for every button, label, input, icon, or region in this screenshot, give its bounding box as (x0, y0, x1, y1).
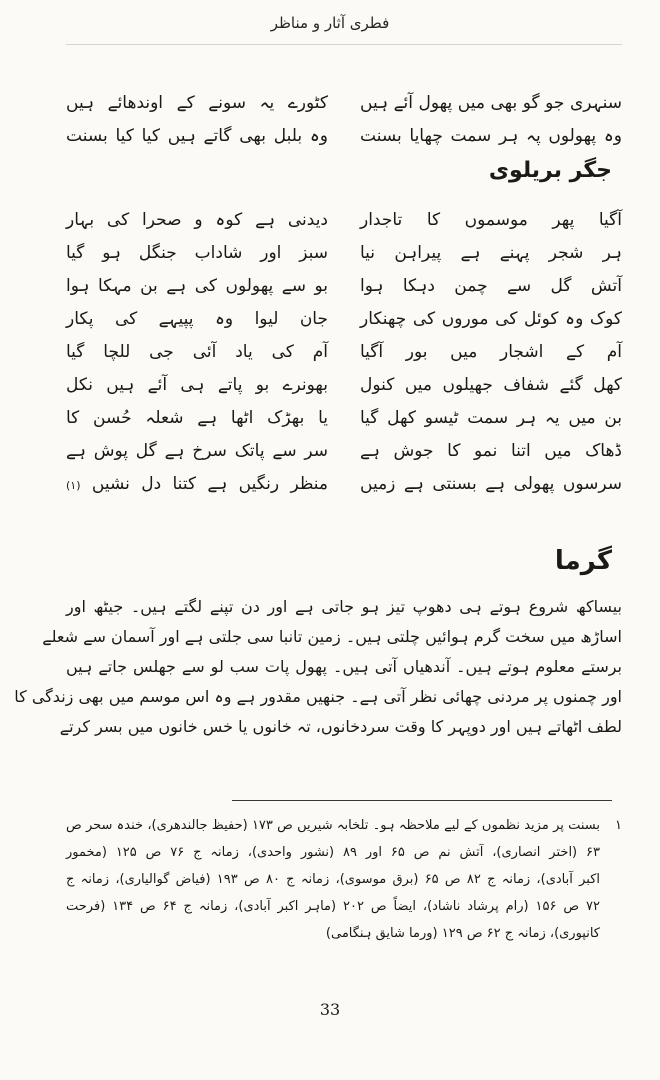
footnote-item (66, 812, 622, 947)
footnote-line: اکبر آبادی)، زمانہ ج ۸۲ ص ۶۵ (برق موسوی)، زمانہ ج ۸۰ ص ۱۹۳ (فیاض گوالیاری)، زمانہ ج (66, 872, 601, 887)
verse-line-first: آم کے اشجار میں بور آگیا (360, 342, 622, 362)
stanza-top (66, 86, 622, 152)
verse-line-second: وہ بلبل بھی گاتے ہیں کیا کیا بسنت (66, 126, 328, 146)
verse-couplet (66, 434, 622, 467)
verse-line-first: ہر شجر پہنے ہے پیراہن نیا (360, 243, 622, 263)
verse-line-second: کٹورے یہ سونے کے اوندھائے ہیں (66, 93, 328, 113)
footnotes (66, 812, 622, 947)
verse-couplet (66, 302, 622, 335)
paragraph-line: برستے معلوم ہوتے ہیں۔ آندھیاں آتی ہیں۔ پھول پات سب لو سے جھلس جاتے ہیں (66, 657, 622, 676)
footnote-number: ۱ (615, 818, 622, 833)
verse-line-first: سرسوں پھولی ہے بسنتی ہے زمیں (360, 474, 622, 494)
footnote-text (66, 812, 600, 947)
verse-line-first: آگیا پھر موسموں کا تاجدار (360, 209, 622, 230)
paragraph-line: بیساکھ شروع ہوتے ہی دھوپ تیز ہو جاتی ہے اور دن تپنے لگتے ہیں۔ جیٹھ اور (66, 597, 622, 616)
paragraph-line: اساڑھ میں سخت گرم ہوائیں چلتی ہیں۔ زمین تانبا سی جلتی ہے اور آسمان سے شعلے (42, 627, 622, 646)
footnote-line: ۶۳ (اختر انصاری)، آتش نم ص ۶۵ اور ۸۹ (نشور واحدی)، زمانہ ج ۷۶ ص ۱۲۵ (مخمور (66, 845, 600, 860)
section-title: گرما (554, 546, 612, 576)
poet-name: جگر بریلوی (488, 158, 612, 183)
verse-couplet (66, 119, 622, 152)
verse-line-second: سبز اور شاداب جنگل ہو گیا (66, 243, 328, 263)
verse-couplet (66, 467, 622, 500)
verse-line-first: بن میں یہ ہر سمت ٹیسو کھل گیا (360, 408, 622, 428)
verse-line-first: آتش گل سے چمن دہکا ہوا (360, 276, 622, 296)
paragraph-line: لطف اٹھاتے ہیں اور دوپہر کا وقت سردخانوں، تہ خانوں یا خس خانوں میں بسر کرتے (59, 717, 622, 736)
verse-line-second: دیدنی ہے کوہ و صحرا کی بہار (66, 210, 328, 230)
verse-line-first: ڈھاک میں اتنا نمو کا جوش ہے (360, 441, 622, 461)
header-divider (66, 44, 622, 45)
verse-couplet (66, 203, 622, 236)
verse-couplet (66, 368, 622, 401)
body-paragraph (14, 592, 622, 742)
verse-line-second: آم کی یاد آئی جی للچا گیا (66, 341, 328, 362)
footnote-divider (232, 800, 612, 801)
verse-couplet (66, 236, 622, 269)
verse-couplet (66, 86, 622, 119)
verse-line-text: منظر رنگیں ہے کتنا دل نشیں (91, 474, 329, 494)
verse-line-first: کوک وہ کوئل کی موروں کی چھنکار (360, 309, 622, 329)
stanza-main (66, 203, 622, 500)
footnote-line: ۷۲ ص ۱۵۶ (رام پرشاد ناشاد)، ایضاً ص ۲۰۲ (ماہر اکبر آبادی)، زمانہ ج ۶۴ ص ۱۳۴ (فرحت (66, 899, 600, 914)
verse-line-second: یا بھڑک اٹھا ہے شعلہ حُسن کا (66, 408, 328, 428)
verse-line-second: سر سے پاتک سرخ ہے گل پوش ہے (66, 441, 328, 461)
page-number: 33 (319, 1000, 341, 1019)
verse-line-second: بھونرے بو پاتے ہی آئے ہیں نکل (66, 375, 328, 395)
verse-couplet (66, 269, 622, 302)
verse-couplet (66, 335, 622, 368)
verse-line-first: وہ پھولوں پہ ہر سمت چھایا بسنت (360, 126, 622, 146)
verse-line-second: جان لیوا وہ پپیہے کی پکار (66, 309, 328, 329)
running-head: فطری آثار و مناظر (270, 14, 390, 32)
footnote-line: کانپوری)، زمانہ ج ۶۲ ص ۱۲۹ (ورما شایق ہنگامی) (325, 926, 600, 941)
verse-line-second (66, 473, 328, 494)
footnote-line: بسنت پر مزید نظموں کے لیے ملاحظہ ہو۔ تلخابہ شیریں ص ۱۷۳ (حفیظ جالندھری)، خندہ سحر ص (66, 818, 601, 833)
paragraph-line: اور چمنوں پر مردنی چھائی نظر آتی ہے۔ جنھیں مقدور ہے وہ اس موسم میں بھی زندگی کا (14, 687, 622, 706)
verse-line-first: کھل گئے شفاف جھیلوں میں کنول (360, 375, 622, 395)
footnote-marker: (۱) (66, 479, 81, 492)
verse-line-second: بو سے پھولوں کی ہے بن مہکا ہوا (66, 276, 328, 296)
verse-line-first: سنہری جو گو بھی میں پھول آئے ہیں (360, 93, 622, 113)
verse-couplet (66, 401, 622, 434)
